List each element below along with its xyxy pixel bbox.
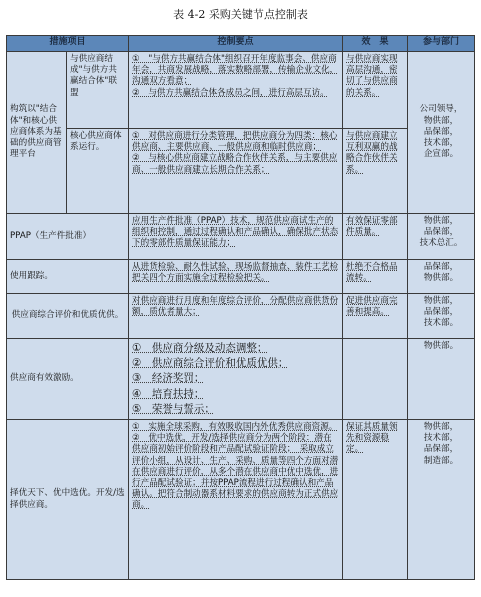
departments-cell xyxy=(408,214,475,260)
effect-cell: 杜绝不合格品流转。 xyxy=(343,260,408,294)
department: 技术总汇。 xyxy=(419,238,463,249)
department: 企宣部。 xyxy=(423,149,459,160)
measure-cell: 构筑以"结合体"和核心供应商体系为基础的供应商管理平台 xyxy=(7,52,67,214)
measure-cell: PPAP（生产件批准） xyxy=(7,214,129,260)
department: 物供部， xyxy=(423,115,459,126)
header-row xyxy=(7,36,475,52)
control-table xyxy=(6,35,475,580)
effect-cell: 有效保证零部件质量。 xyxy=(343,214,408,260)
control-point: ① 对供应商进行分类管理，把供应商分为四类：核心供应商、主要供应商、一般供应商和临时供应商； xyxy=(132,131,338,153)
table-row xyxy=(7,214,475,260)
control-points-cell: 应用生产件批准（PPAP）技术，规范供应商试生产的组织和控制，通过过程确认和产品确认，确保批产状态下的零部件质量保证能力； xyxy=(129,214,343,260)
department: 技术部， xyxy=(423,138,459,149)
table-caption: 表 4-2 采购关键节点控制表 xyxy=(173,8,308,21)
table-row xyxy=(7,294,475,339)
control-point: ⑤ 荣誉与誓示； xyxy=(132,402,215,415)
control-points-cell xyxy=(129,420,343,580)
measure-cell: 择优天下、优中选优。开发/选择供应商。 xyxy=(7,420,129,580)
departments-cell xyxy=(408,294,475,339)
department: 公司领导， xyxy=(419,104,463,115)
effect-cell: 促进供应商完善和提高。 xyxy=(343,294,408,339)
departments-cell xyxy=(408,420,475,580)
department: 物供部， xyxy=(423,216,459,226)
measure-cell: 供应商综合评价和优质优供。 xyxy=(7,294,129,339)
department: 品保部， xyxy=(423,307,459,318)
measure-cell: 使用跟踪。 xyxy=(7,260,129,294)
effect-cell xyxy=(343,339,408,420)
table-row xyxy=(7,420,475,580)
department: 技术部。 xyxy=(423,318,459,329)
department: 物供部， xyxy=(423,422,459,433)
department: 物供部， xyxy=(423,296,459,306)
control-points-cell: 对供应商进行月度和年度综合评价，分配供应商供货份额，质优者量大； xyxy=(129,294,343,339)
department: 品保部， xyxy=(423,126,459,137)
sub-measure-cell: 与供应商结成"与供方共赢结合体"联盟 xyxy=(67,52,129,129)
control-point: ① "与供方共赢结合体"组织召开年度监事会、供应商年会，共商发展战略，落实数略部署，传输企业文化，沟通双方看意； xyxy=(132,54,339,87)
control-point: ③ 经济奖罚； xyxy=(132,372,205,385)
effect-cell: 与供应商实现高层沟通，密切了与供应商的关系。 xyxy=(343,52,408,129)
control-point: ② 供应商综合评价和优质优供； xyxy=(132,357,289,370)
control-point: ② 与供方共赢结合体各成员之间，进行高层互访。 xyxy=(132,87,329,98)
departments-cell xyxy=(408,339,475,420)
header-measure: 措施项目 xyxy=(7,36,129,52)
departments-cell xyxy=(408,52,475,214)
control-point: ④ 培育扶持； xyxy=(132,387,205,400)
effect-cell: 与供应商建立互利双赢的战略合作伙伴关系。 xyxy=(343,129,408,214)
departments-cell xyxy=(408,260,475,294)
control-point: ① 供应商分级及动态调整； xyxy=(132,342,268,354)
control-points-cell xyxy=(129,52,343,129)
header-effect: 效 果 xyxy=(343,36,408,52)
department: 技术部， xyxy=(423,433,459,444)
measure-cell: 供应商有效激励。 xyxy=(7,339,129,420)
control-point: ② 优中选优，开发/选择供应商分为两个阶段：潜在供应商初始评价阶段和产品配试验证阶段； 采取成立评价小组，从设计、生产、采购、质量等四个方面对潜在供应商进行评价，从多个潜在供应商中优中选优，进行产品配试验证；并按PPAP流程进行过程确认和产品确认。把符合制动器系材料要求的供应商转为正式供应商。 xyxy=(132,433,339,511)
table-row xyxy=(7,339,475,420)
control-points-cell xyxy=(129,129,343,214)
department: 品保部， xyxy=(423,227,459,238)
department: 品保部， xyxy=(423,262,459,272)
department: 制造部。 xyxy=(423,455,459,466)
control-points-cell: 从进货检验、耐久性试验、现场监督抽查、装件工艺检把关四个方面实施全过程检验把关。 xyxy=(129,260,343,294)
header-control-points: 控制要点 xyxy=(129,36,343,52)
control-points-cell xyxy=(129,339,343,420)
table-row xyxy=(7,52,475,129)
control-point: ② 与核心供应商建立战略合作伙伴关系，与主要供应商、一般供应商建立长期合作关系； xyxy=(132,153,338,175)
effect-cell: 保证其质量领先和资源稳定。 xyxy=(343,420,408,580)
control-point: ① 实施全球采购，有效吸收国内外优秀供应商资源。 xyxy=(132,422,338,433)
header-departments: 参与部门 xyxy=(408,36,475,52)
sub-measure-cell: 核心供应商体系运行。 xyxy=(67,129,129,214)
table-row xyxy=(7,260,475,294)
department: 物供部。 xyxy=(423,273,459,284)
department: 物供部。 xyxy=(423,341,459,351)
department: 品保部， xyxy=(423,444,459,455)
table-row xyxy=(7,129,475,214)
